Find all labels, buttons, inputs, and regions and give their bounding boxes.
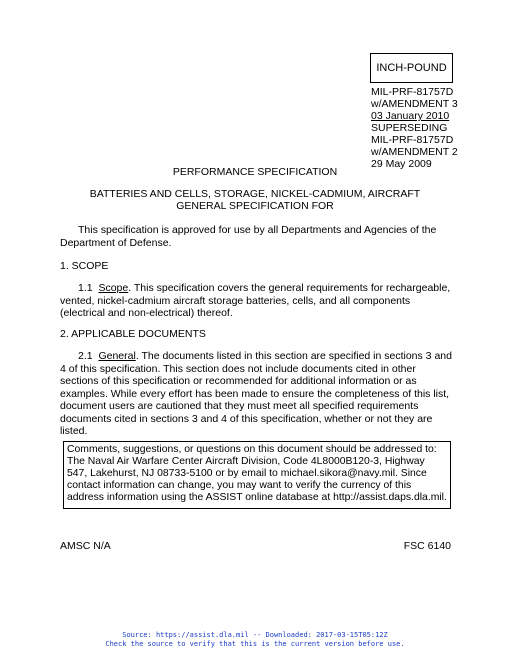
para-title: General [98, 350, 136, 362]
approval-statement: This specification is approved for use by all Departments and Agencies of the Department of Defense. [60, 224, 437, 249]
superseded-amendment: w/AMENDMENT 2 [371, 146, 458, 158]
para-number: 1.1 [78, 282, 93, 294]
doc-title-line1: BATTERIES AND CELLS, STORAGE, NICKEL-CADMIUM, AIRCRAFT [89, 188, 421, 200]
verify-line: Check the source to verify that this is the current version before use. [105, 640, 405, 648]
section-1-heading: 1. SCOPE [60, 260, 109, 272]
stamp-label: INCH-POUND [376, 62, 447, 74]
superseded-date: 29 May 2009 [371, 158, 432, 170]
contact-notice-box [63, 441, 451, 509]
inch-pound-stamp [370, 53, 453, 83]
para-text: . This specification covers the general requirements for rechargeable, vented, nickel-cadmium aircraft storage batteries, cells, and all components (electrical and non-electrical) thereof. [60, 282, 451, 319]
superseded-doc-number: MIL-PRF-81757D [371, 134, 454, 146]
doc-type-heading: PERFORMANCE SPECIFICATION [172, 166, 338, 178]
doc-date: 03 January 2010 [371, 110, 450, 122]
para-number: 2.1 [78, 350, 93, 362]
fsc-label: FSC 6140 [403, 540, 451, 552]
amsc-label: AMSC N/A [60, 540, 111, 552]
section-2-heading: 2. APPLICABLE DOCUMENTS [60, 328, 206, 340]
doc-title-line2: GENERAL SPECIFICATION FOR [176, 200, 334, 212]
source-line: Source: https://assist.dla.mil -- Downloaded: 2017-03-15T05:12Z [122, 631, 388, 639]
doc-number: MIL-PRF-81757D [371, 86, 454, 98]
scope-paragraph [60, 282, 452, 320]
amendment-line: w/AMENDMENT 3 [371, 98, 458, 110]
superseding-label: SUPERSEDING [371, 122, 448, 134]
contact-notice-text: Comments, suggestions, or questions on this document should be addressed to: The Naval Air Warfare Center Aircraft Division, Code 4L8000B120-3, Highway 547, Lakehurst, NJ 08733-5100 or by email to michael.sikora@navy.mil. Since contact information can change, you may want to verify the currency of this address information using the ASSIST online database at http://assist.daps.dla.mil. [67, 444, 447, 503]
para-text: . The documents listed in this section are specified in sections 3 and 4 of this specification. This section does not include documents cited in other sections of this specification or recommended for additional information or as examples. While every effort has been made to ensure the completeness of this list, document users are cautioned that they must meet all specified requirements documents cited in sections 3 and 4 of this specification, whether or not they are listed. [60, 350, 452, 437]
general-paragraph [60, 350, 452, 438]
para-title: Scope [98, 282, 129, 294]
